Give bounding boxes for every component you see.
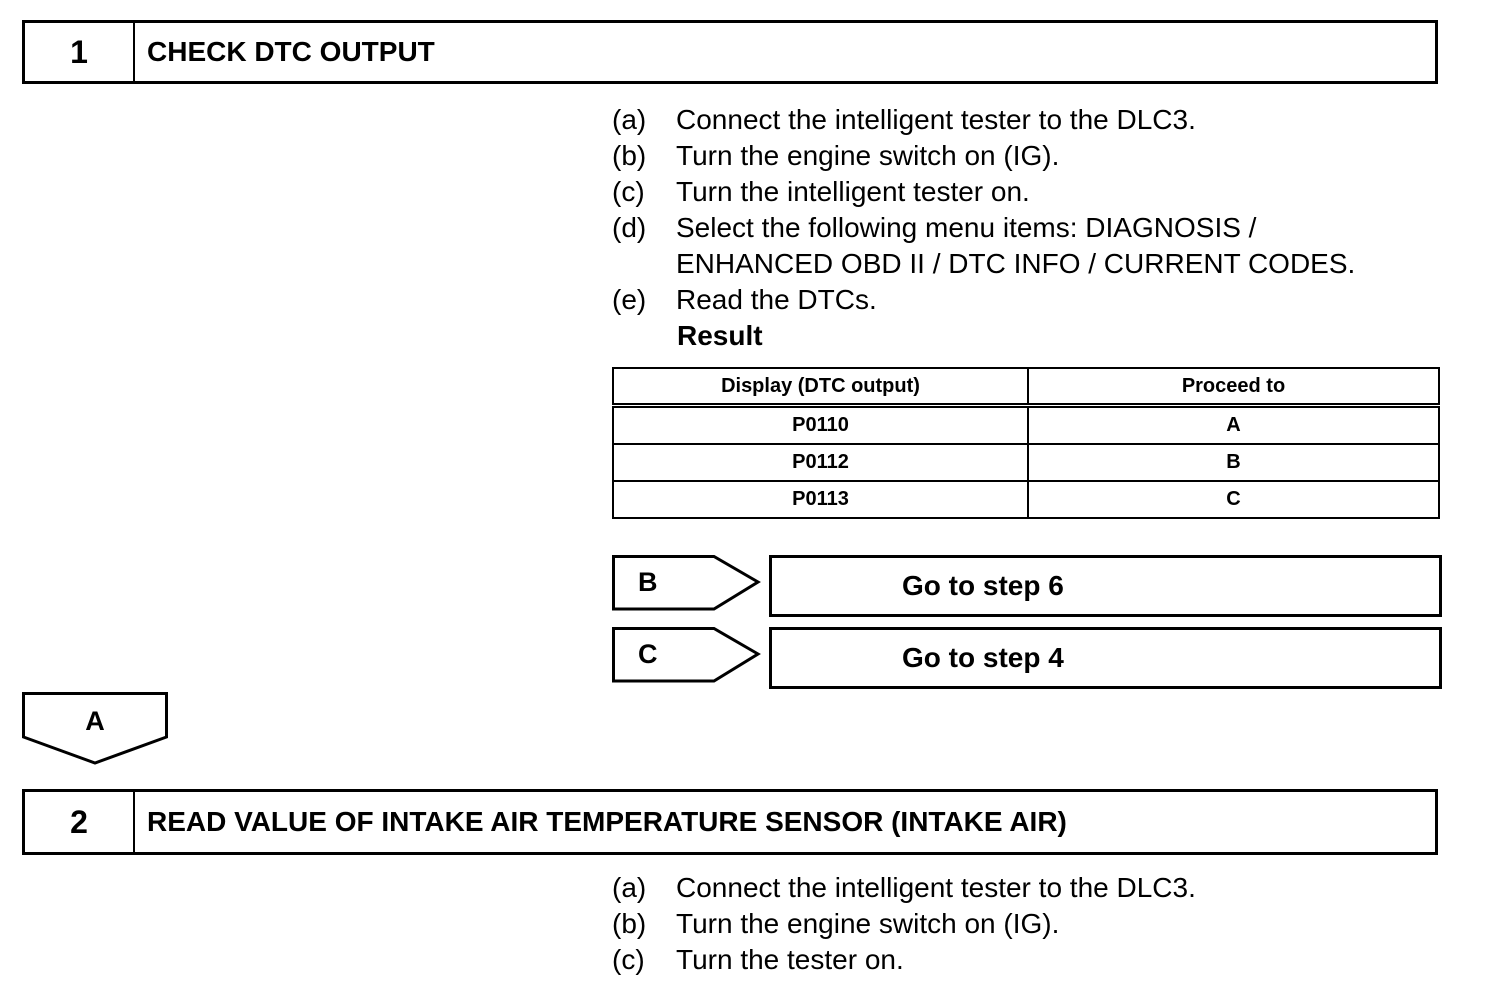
- branch-b-tag-shape: [612, 555, 762, 611]
- instruction-text: Read the DTCs.: [676, 284, 877, 315]
- dtc-code-cell: P0113: [613, 481, 1028, 518]
- instruction-label: (d): [612, 212, 647, 243]
- step-1-title: CHECK DTC OUTPUT: [147, 36, 435, 67]
- result-table: [612, 367, 1440, 519]
- instruction-text: Connect the intelligent tester to the DLC3.: [676, 104, 1196, 135]
- table-row: [613, 444, 1439, 481]
- instruction-item: [612, 102, 1355, 138]
- result-label: Result: [677, 320, 763, 351]
- instruction-item: [612, 174, 1355, 210]
- instruction-item: [612, 870, 1196, 906]
- branch-c: [612, 627, 1442, 689]
- instruction-item: [612, 906, 1196, 942]
- instruction-label: (b): [612, 140, 647, 171]
- instruction-label: (e): [612, 284, 647, 315]
- instruction-text: Turn the tester on.: [676, 944, 904, 975]
- instruction-label: (a): [612, 872, 647, 903]
- step-1-number: 1: [25, 23, 135, 81]
- branch-c-tag-label: C: [638, 639, 658, 669]
- dtc-code-cell: P0112: [613, 444, 1028, 481]
- table-row: [613, 406, 1439, 445]
- branch-b-tag-label: B: [638, 567, 658, 597]
- column-header-proceed: Proceed to: [1028, 368, 1439, 406]
- step-1-instructions: [612, 102, 1355, 318]
- proceed-cell: A: [1028, 406, 1439, 445]
- table-row: [613, 481, 1439, 518]
- proceed-cell: B: [1028, 444, 1439, 481]
- step-2-instructions: [612, 870, 1196, 978]
- column-header-display: Display (DTC output): [613, 368, 1028, 406]
- instruction-item: [612, 210, 1355, 282]
- branch-b: [612, 555, 1442, 617]
- instruction-text: Turn the engine switch on (IG).: [676, 140, 1060, 171]
- proceed-cell: C: [1028, 481, 1439, 518]
- instruction-label: (a): [612, 104, 647, 135]
- instruction-text: Turn the intelligent tester on.: [676, 176, 1030, 207]
- continue-arrow-a: [22, 692, 168, 766]
- table-header-row: [613, 368, 1439, 406]
- instruction-item: [612, 282, 1355, 318]
- step-2-header: [22, 789, 1438, 855]
- instruction-label: (c): [612, 176, 645, 207]
- branch-c-tag-shape: [612, 627, 762, 683]
- instruction-text: Turn the engine switch on (IG).: [676, 908, 1060, 939]
- dtc-code-cell: P0110: [613, 406, 1028, 445]
- step-1-header: [22, 20, 1438, 84]
- instruction-label: (c): [612, 944, 645, 975]
- step-2-number: 2: [25, 792, 135, 852]
- instruction-text: Connect the intelligent tester to the DLC3.: [676, 872, 1196, 903]
- continue-arrow-label: A: [85, 706, 105, 736]
- instruction-label: (b): [612, 908, 647, 939]
- instruction-item: [612, 138, 1355, 174]
- instruction-text: Select the following menu items: DIAGNOSIS / ENHANCED OBD II / DTC INFO / CURRENT CODES.: [676, 212, 1356, 279]
- go-to-step-4-box: Go to step 4: [769, 627, 1442, 689]
- step-2-title: READ VALUE OF INTAKE AIR TEMPERATURE SENSOR (INTAKE AIR): [147, 806, 1067, 837]
- instruction-item: [612, 942, 1196, 978]
- go-to-step-6-box: Go to step 6: [769, 555, 1442, 617]
